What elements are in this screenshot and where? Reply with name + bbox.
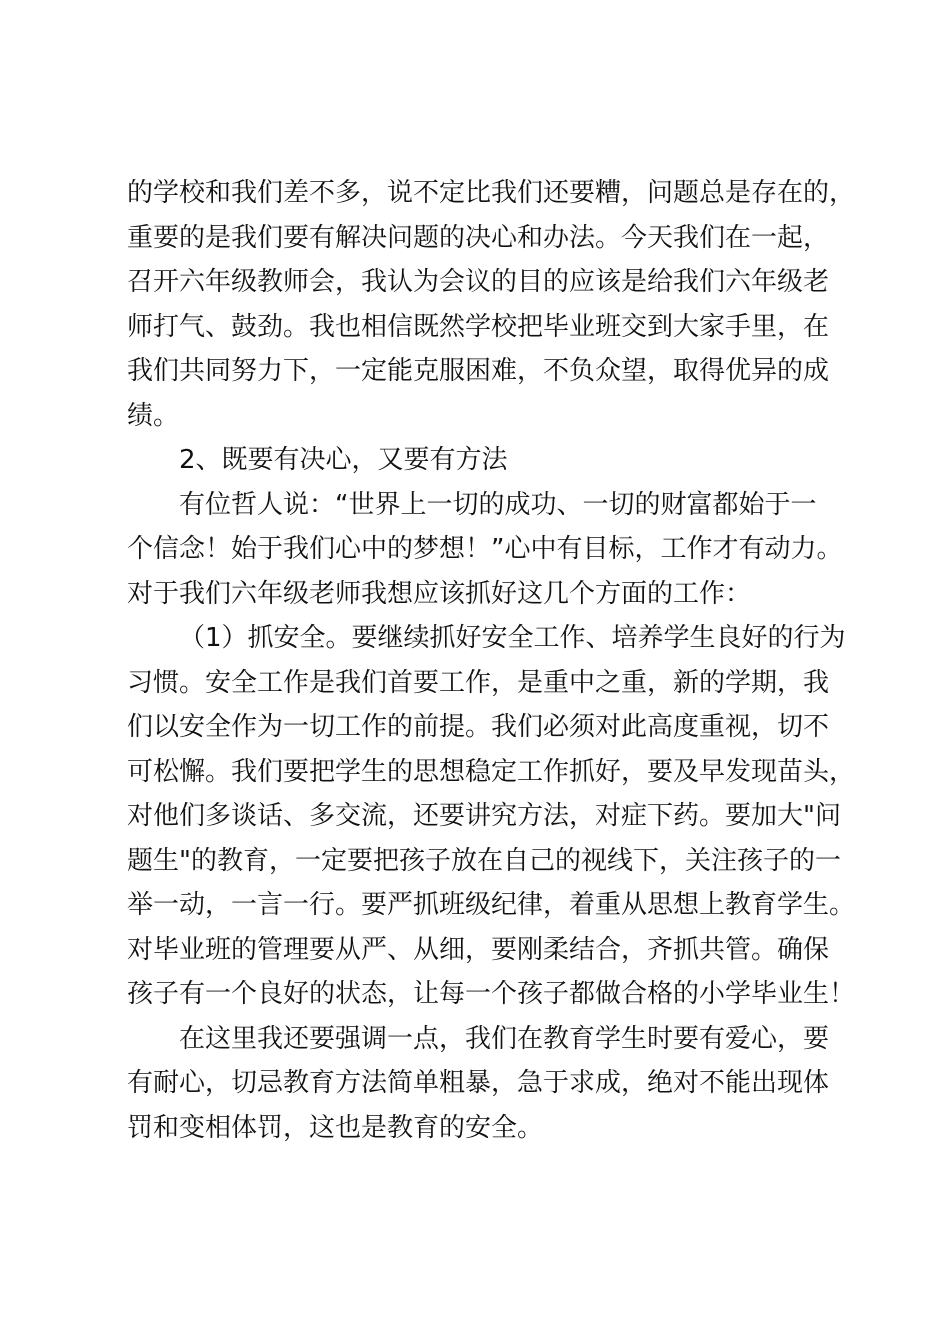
- text-line: 师打气、鼓劲。我也相信既然学校把毕业班交到大家手里，在: [127, 311, 830, 342]
- text-line: （1）抓安全。要继续抓好安全工作、培养学生良好的行为: [179, 623, 846, 653]
- text-line: 举一动，一言一行。要严抓班级纪律，着重从思想上教育学生。: [127, 890, 856, 920]
- text-line: 罚和变相体罚，这也是教育的安全。: [127, 1112, 544, 1143]
- text-line: 可松懈。我们要把学生的思想稳定工作抓好，要及早发现苗头，: [127, 756, 856, 787]
- text-line: 对毕业班的管理要从严、从细，要刚柔结合，齐抓共管。确保: [127, 934, 830, 965]
- text-line: 的学校和我们差不多，说不定比我们还要糟，问题总是存在的，: [127, 178, 856, 208]
- text-line: 召开六年级教师会，我认为会议的目的应该是给我们六年级老: [127, 267, 830, 297]
- text-line: 对于我们六年级老师我想应该抓好这几个方面的工作：: [127, 578, 752, 609]
- text-line: 孩子有一个良好的状态，让每一个孩子都做合格的小学毕业生！: [127, 979, 856, 1009]
- text-line: 在这里我还要强调一点，我们在教育学生时要有爱心，要: [179, 1023, 830, 1054]
- text-line: 绩。: [127, 400, 180, 431]
- text-line: 对他们多谈话、多交流，还要讲究方法，对症下药。要加大"问: [127, 801, 841, 831]
- text-line: 重要的是我们要有解决问题的决心和办法。今天我们在一起，: [127, 222, 830, 253]
- text-line: 我们共同努力下，一定能克服困难，不负众望，取得优异的成: [127, 356, 830, 386]
- text-line: 个信念！始于我们心中的梦想！”心中有目标，工作才有动力。: [127, 534, 843, 564]
- text-line: 有耐心，切忌教育方法简单粗暴，急于求成，绝对不能出现体: [127, 1068, 830, 1098]
- text-line: 习惯。安全工作是我们首要工作，是重中之重，新的学期，我: [127, 667, 830, 698]
- text-line: 们以安全作为一切工作的前提。我们必须对此高度重视，切不: [127, 712, 830, 742]
- section-heading: 2、既要有决心，又要有方法: [179, 445, 508, 475]
- text-line: 题生"的教育，一定要把孩子放在自己的视线下，关注孩子的一: [127, 845, 841, 876]
- document-body: [127, 171, 856, 1150]
- text-line: 有位哲人说：“世界上一切的成功、一切的财富都始于一: [179, 489, 817, 520]
